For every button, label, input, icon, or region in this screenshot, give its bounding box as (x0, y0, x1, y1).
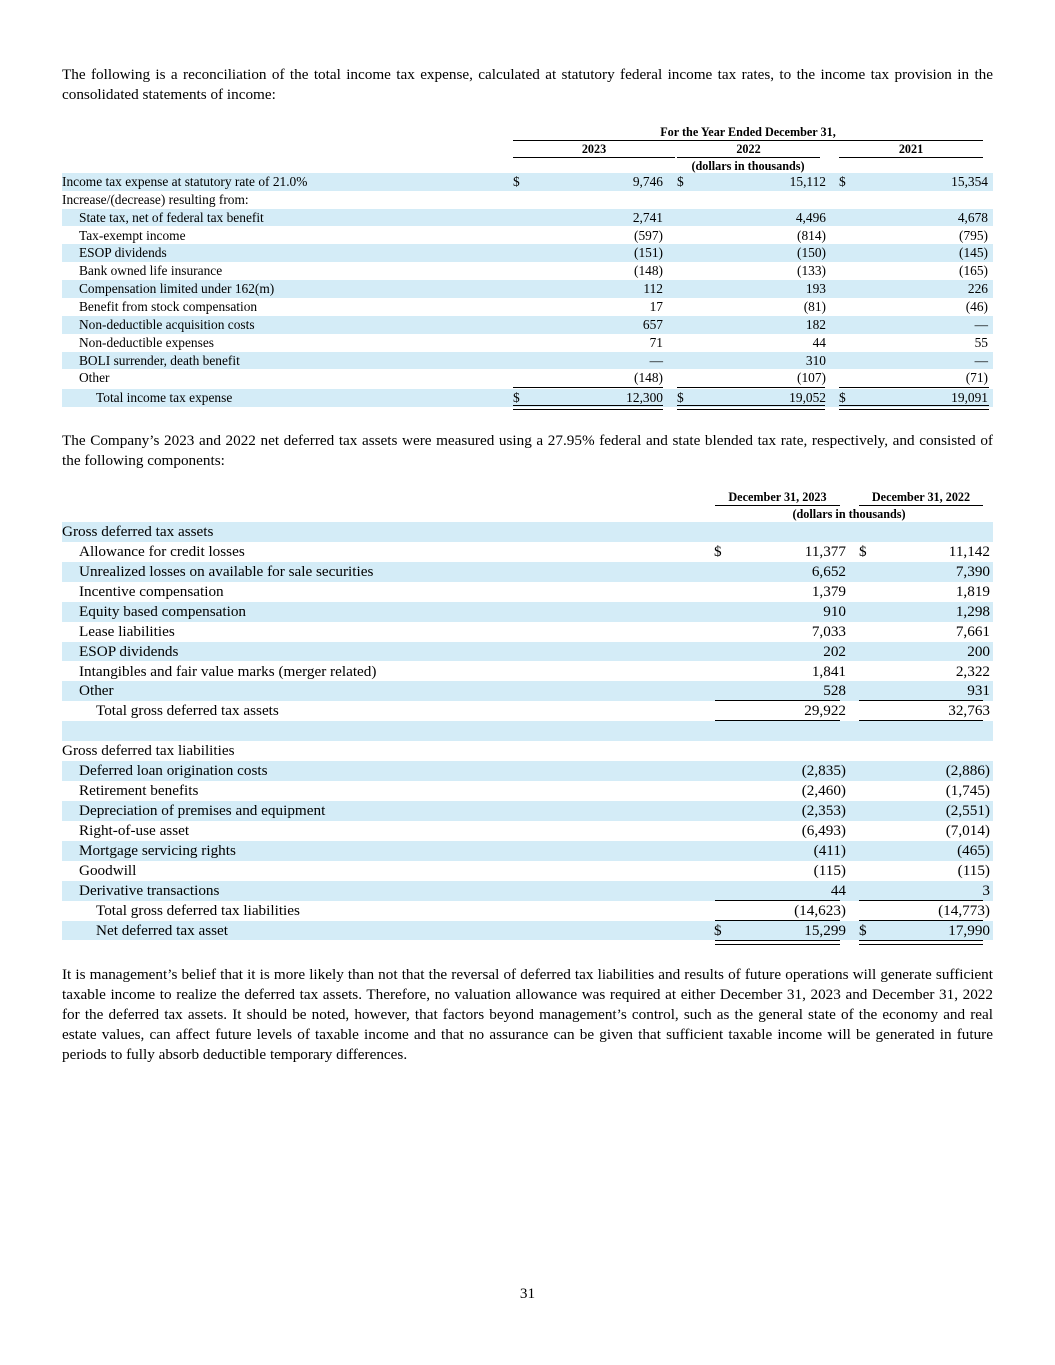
currency-symbol: $ (513, 174, 520, 189)
page-number: 31 (519, 1285, 536, 1302)
header-dec-2022: December 31, 2022 (859, 489, 983, 506)
row-label: Gross deferred tax liabilities (62, 742, 235, 760)
row-label: Unrealized losses on available for sale securities (79, 562, 374, 580)
table-row (62, 821, 993, 841)
row-label: Other (79, 682, 114, 700)
intro-paragraph: The following is a reconciliation of the total income tax expense, calculated at statutory federal income tax rates, to the income tax provision in the consolidated statements of income: (62, 66, 993, 103)
rule (715, 700, 840, 701)
value-2022: 44 (812, 334, 826, 350)
value-2021: 4,678 (957, 209, 988, 225)
double-rule (677, 405, 825, 410)
value-2022: (115) (957, 861, 990, 879)
table-row (62, 244, 993, 262)
row-label: State tax, net of federal tax benefit (79, 209, 264, 225)
value-2023: 112 (643, 281, 663, 297)
row-label: Goodwill (79, 861, 137, 879)
currency-symbol: $ (714, 542, 722, 560)
value-2022: (107) (796, 370, 826, 386)
table-row (62, 881, 993, 901)
row-label: Gross deferred tax assets (62, 523, 214, 540)
table-row (62, 522, 993, 542)
value-2023: (597) (633, 227, 663, 243)
value-2023: (2,353) (801, 802, 846, 820)
table-row (62, 280, 993, 298)
row-label: ESOP dividends (79, 245, 167, 261)
double-rule (859, 940, 983, 945)
value-2022: (150) (796, 245, 826, 261)
currency-symbol: $ (714, 921, 722, 939)
table-row (62, 227, 993, 245)
table-row (62, 209, 993, 227)
value-2022: 1,298 (955, 602, 990, 620)
row-label: Total gross deferred tax assets (96, 702, 279, 720)
row-label: Total gross deferred tax liabilities (96, 901, 300, 919)
closing-paragraph: It is management’s belief that it is more likely than not that the reversal of deferred tax liabilities and results of future operations will generate sufficient taxable income to realize the deferred tax assets. Therefore, no valuation allowance was required at either December 31, 2023 and December 31, 2022 for the deferred tax assets. It should be noted, however, that factors beyond management’s control, such as the general state of the economy and real estate values, can affect future levels of taxable income and that no assurance can be given that sufficient taxable income will be generated in future periods to fully absorb deductible temporary differences. (62, 966, 993, 1063)
value-2022: 7,661 (955, 622, 990, 640)
value-2023: 12,300 (626, 390, 663, 406)
value-2023: 9,746 (632, 174, 663, 189)
value-2022: 3 (982, 881, 990, 899)
value-2022: 11,142 (948, 542, 990, 560)
value-2023: 11,377 (804, 542, 846, 560)
value-2023: 910 (823, 602, 846, 620)
period-header: For the Year Ended December 31, (513, 124, 983, 141)
row-label: Derivative transactions (79, 881, 220, 899)
row-label: Deferred loan origination costs (79, 762, 268, 780)
table-row (62, 901, 993, 921)
rule (859, 720, 983, 721)
value-2022: (814) (796, 227, 826, 243)
value-2023: (151) (633, 245, 663, 261)
row-label: Other (79, 370, 110, 386)
value-2022: (81) (803, 298, 826, 314)
value-2022: (2,886) (945, 762, 990, 780)
table-row (62, 542, 993, 562)
value-2021: (145) (958, 245, 988, 261)
row-label: Bank owned life insurance (79, 263, 223, 279)
rule (859, 900, 983, 901)
row-label: Intangibles and fair value marks (merger related) (79, 662, 377, 680)
row-label: Non-deductible acquisition costs (79, 316, 255, 332)
value-2023: 202 (823, 642, 846, 660)
value-2021: 55 (974, 334, 988, 350)
currency-symbol: $ (513, 390, 520, 406)
value-2022: (465) (957, 841, 990, 859)
units-label: (dollars in thousands) (792, 507, 906, 521)
value-2023: (14,623) (794, 901, 846, 919)
currency-symbol: $ (839, 390, 846, 406)
value-2022: (14,773) (938, 901, 990, 919)
rule (859, 700, 983, 701)
currency-symbol: $ (677, 174, 684, 189)
table-row (62, 781, 993, 801)
table-row (62, 701, 993, 721)
table-row (62, 801, 993, 821)
value-2023: (6,493) (801, 821, 846, 839)
row-label: Allowance for credit losses (79, 542, 245, 560)
table-row (62, 173, 993, 191)
value-2021: (795) (958, 227, 988, 243)
value-2023: 2,741 (632, 209, 663, 225)
table-row (62, 642, 993, 662)
rule (839, 387, 989, 388)
value-2023: (148) (633, 370, 663, 386)
double-rule (715, 940, 840, 945)
value-2022: 32,763 (948, 702, 990, 720)
value-2022: 1,819 (955, 582, 990, 600)
value-2023: 44 (830, 881, 846, 899)
currency-symbol: $ (839, 174, 846, 189)
value-2023: — (649, 352, 663, 368)
value-2021: (165) (958, 263, 988, 279)
value-2023: 6,652 (811, 562, 846, 580)
value-2023: 17 (649, 298, 663, 314)
deferred-intro-paragraph: The Company’s 2023 and 2022 net deferred tax assets were measured using a 27.95% federal and state blended tax rate, respectively, and consisted of the following components: (62, 432, 993, 469)
row-label: Benefit from stock compensation (79, 298, 258, 314)
currency-symbol: $ (859, 542, 867, 560)
table-row (62, 841, 993, 861)
value-2022: 17,990 (948, 921, 990, 939)
value-2022: (1,745) (945, 782, 990, 800)
double-rule (513, 405, 663, 410)
table-row (62, 622, 993, 642)
rule (859, 920, 983, 921)
row-label: Net deferred tax asset (96, 921, 228, 939)
table-row (62, 316, 993, 334)
table-row (62, 861, 993, 881)
year-header-2022: 2022 (677, 141, 820, 158)
value-2023: (411) (813, 841, 846, 859)
row-label: Depreciation of premises and equipment (79, 802, 326, 820)
value-2023: (2,460) (801, 782, 846, 800)
value-2022: 310 (805, 352, 826, 368)
row-label: Incentive compensation (79, 582, 224, 600)
value-2021: (46) (965, 298, 988, 314)
value-2023: 29,922 (804, 702, 846, 720)
table-row (62, 602, 993, 622)
double-rule (839, 405, 989, 410)
currency-symbol: $ (859, 921, 867, 939)
currency-symbol: $ (677, 390, 684, 406)
table-row (62, 761, 993, 781)
value-2023: (2,835) (801, 762, 846, 780)
value-2022: 19,052 (789, 390, 826, 406)
value-2022: (133) (796, 263, 826, 279)
value-2023: (115) (813, 861, 846, 879)
row-label: Total income tax expense (96, 390, 233, 406)
row-label: Retirement benefits (79, 782, 199, 800)
value-2023: 1,841 (811, 662, 846, 680)
year-header-2021: 2021 (839, 141, 983, 158)
row-label: Income tax expense at statutory rate of 21.0% (62, 174, 308, 189)
value-2022: (7,014) (945, 821, 990, 839)
units-label: (dollars in thousands) (691, 159, 805, 173)
value-2021: 15,354 (951, 174, 988, 189)
value-2022: (2,551) (945, 802, 990, 820)
row-label: ESOP dividends (79, 642, 179, 660)
table-row (62, 334, 993, 352)
table-row (62, 562, 993, 582)
row-label: Equity based compensation (79, 602, 247, 620)
value-2023: 71 (649, 334, 663, 350)
row-label: Tax-exempt income (79, 227, 186, 243)
year-header-2023: 2023 (513, 141, 675, 158)
table-row (62, 662, 993, 682)
rule (513, 387, 663, 388)
row-label: BOLI surrender, death benefit (79, 352, 240, 368)
row-label: Lease liabilities (79, 622, 175, 640)
row-label: Right-of-use asset (79, 821, 190, 839)
value-2022: 4,496 (795, 209, 826, 225)
value-2021: — (974, 316, 988, 332)
value-2022: 931 (967, 682, 990, 700)
value-2022: 200 (967, 642, 990, 660)
table-row (62, 741, 993, 761)
value-2021: 19,091 (951, 390, 988, 406)
row-label: Non-deductible expenses (79, 334, 214, 350)
value-2023: 657 (642, 316, 663, 332)
row-label: Increase/(decrease) resulting from: (62, 191, 249, 207)
rule (715, 900, 840, 901)
value-2022: 15,112 (789, 174, 826, 189)
rule (715, 920, 840, 921)
value-2023: 7,033 (811, 622, 846, 640)
value-2023: (148) (633, 263, 663, 279)
value-2021: (71) (965, 370, 988, 386)
row-label: Mortgage servicing rights (79, 841, 236, 859)
value-2023: 15,299 (804, 921, 846, 939)
value-2023: 1,379 (811, 582, 846, 600)
table-row (62, 298, 993, 316)
table-row (62, 369, 993, 387)
table-row (62, 352, 993, 370)
table-row (62, 921, 993, 941)
table-row (62, 262, 993, 280)
rule (677, 387, 825, 388)
value-2022: 193 (805, 281, 826, 297)
header-dec-2023: December 31, 2023 (715, 489, 840, 506)
row-label: Compensation limited under 162(m) (79, 281, 275, 297)
value-2023: 528 (823, 682, 846, 700)
rule (715, 720, 840, 721)
table-row (62, 681, 993, 701)
value-2022: 2,322 (955, 662, 990, 680)
value-2021: — (974, 352, 988, 368)
table-row (62, 191, 993, 209)
table-row (62, 582, 993, 602)
value-2021: 226 (967, 281, 988, 297)
value-2022: 7,390 (955, 562, 990, 580)
value-2022: 182 (805, 316, 826, 332)
table-row (62, 721, 993, 741)
